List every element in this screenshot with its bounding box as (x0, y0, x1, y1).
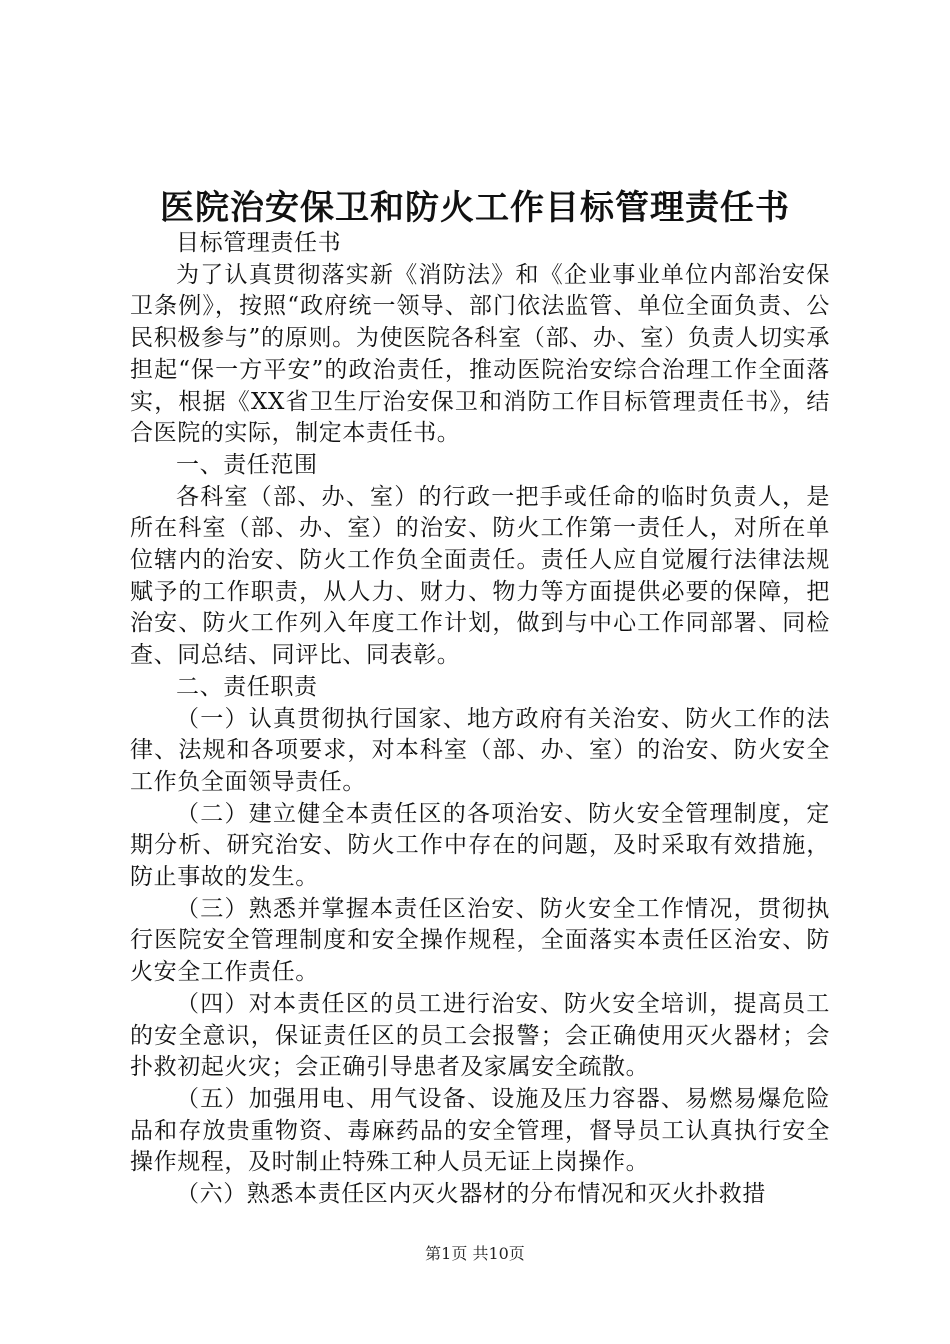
duty-item-6: （六）熟悉本责任区内灭火器材的分布情况和灭火扑救措 (176, 1181, 766, 1208)
section-heading-duties: 二、责任职责 (176, 673, 318, 700)
page-number-footer: 第1页 共10页 (425, 1244, 525, 1263)
intro-paragraph: 为了认真贯彻落实新《消防法》和《企业事业单位内部治安保卫条例》，按照“政府统一领导、部门依法监管、单位全面负责、公民积极参与”的原则。为使医院各科室（部、办、室）负责人切实承担起“保一方平安”的政治责任，推动医院治安综合治理工作全面落实，根据《XX省卫生厅治安保卫和消防工作目标管理责任书》，结合医院的实际，制定本责任书。 (130, 261, 830, 447)
section-heading-scope: 一、责任范围 (176, 451, 318, 478)
document-body (130, 228, 830, 1211)
duty-item-4: （四）对本责任区的员工进行治安、防火安全培训，提高员工的安全意识，保证责任区的员工会报警；会正确使用灭火器材；会扑救初起火灾；会正确引导患者及家属安全疏散。 (130, 990, 830, 1081)
duty-item-3: （三）熟悉并掌握本责任区治安、防火安全工作情况，贯彻执行医院安全管理制度和安全操作规程，全面落实本责任区治安、防火安全工作责任。 (130, 895, 830, 986)
scope-paragraph: 各科室（部、办、室）的行政一把手或任命的临时负责人，是所在科室（部、办、室）的治安、防火工作第一责任人，对所在单位辖内的治安、防火工作负全面责任。责任人应自觉履行法律法规赋予的工作职责，从人力、财力、物力等方面提供必要的保障，把治安、防火工作列入年度工作计划，做到与中心工作同部署、同检查、同总结、同评比、同表彰。 (130, 483, 830, 669)
duty-item-5: （五）加强用电、用气设备、设施及压力容器、易燃易爆危险品和存放贵重物资、毒麻药品的安全管理，督导员工认真执行安全操作规程，及时制止特殊工种人员无证上岗操作。 (130, 1085, 830, 1176)
duty-item-2: （二）建立健全本责任区的各项治安、防火安全管理制度，定期分析、研究治安、防火工作中存在的问题，及时采取有效措施，防止事故的发生。 (130, 800, 830, 891)
document-title: 医院治安保卫和防火工作目标管理责任书 (160, 188, 790, 228)
duty-item-1: （一）认真贯彻执行国家、地方政府有关治安、防火工作的法律、法规和各项要求，对本科室（部、办、室）的治安、防火安全工作负全面领导责任。 (130, 705, 830, 795)
subtitle-paragraph: 目标管理责任书 (176, 230, 342, 256)
